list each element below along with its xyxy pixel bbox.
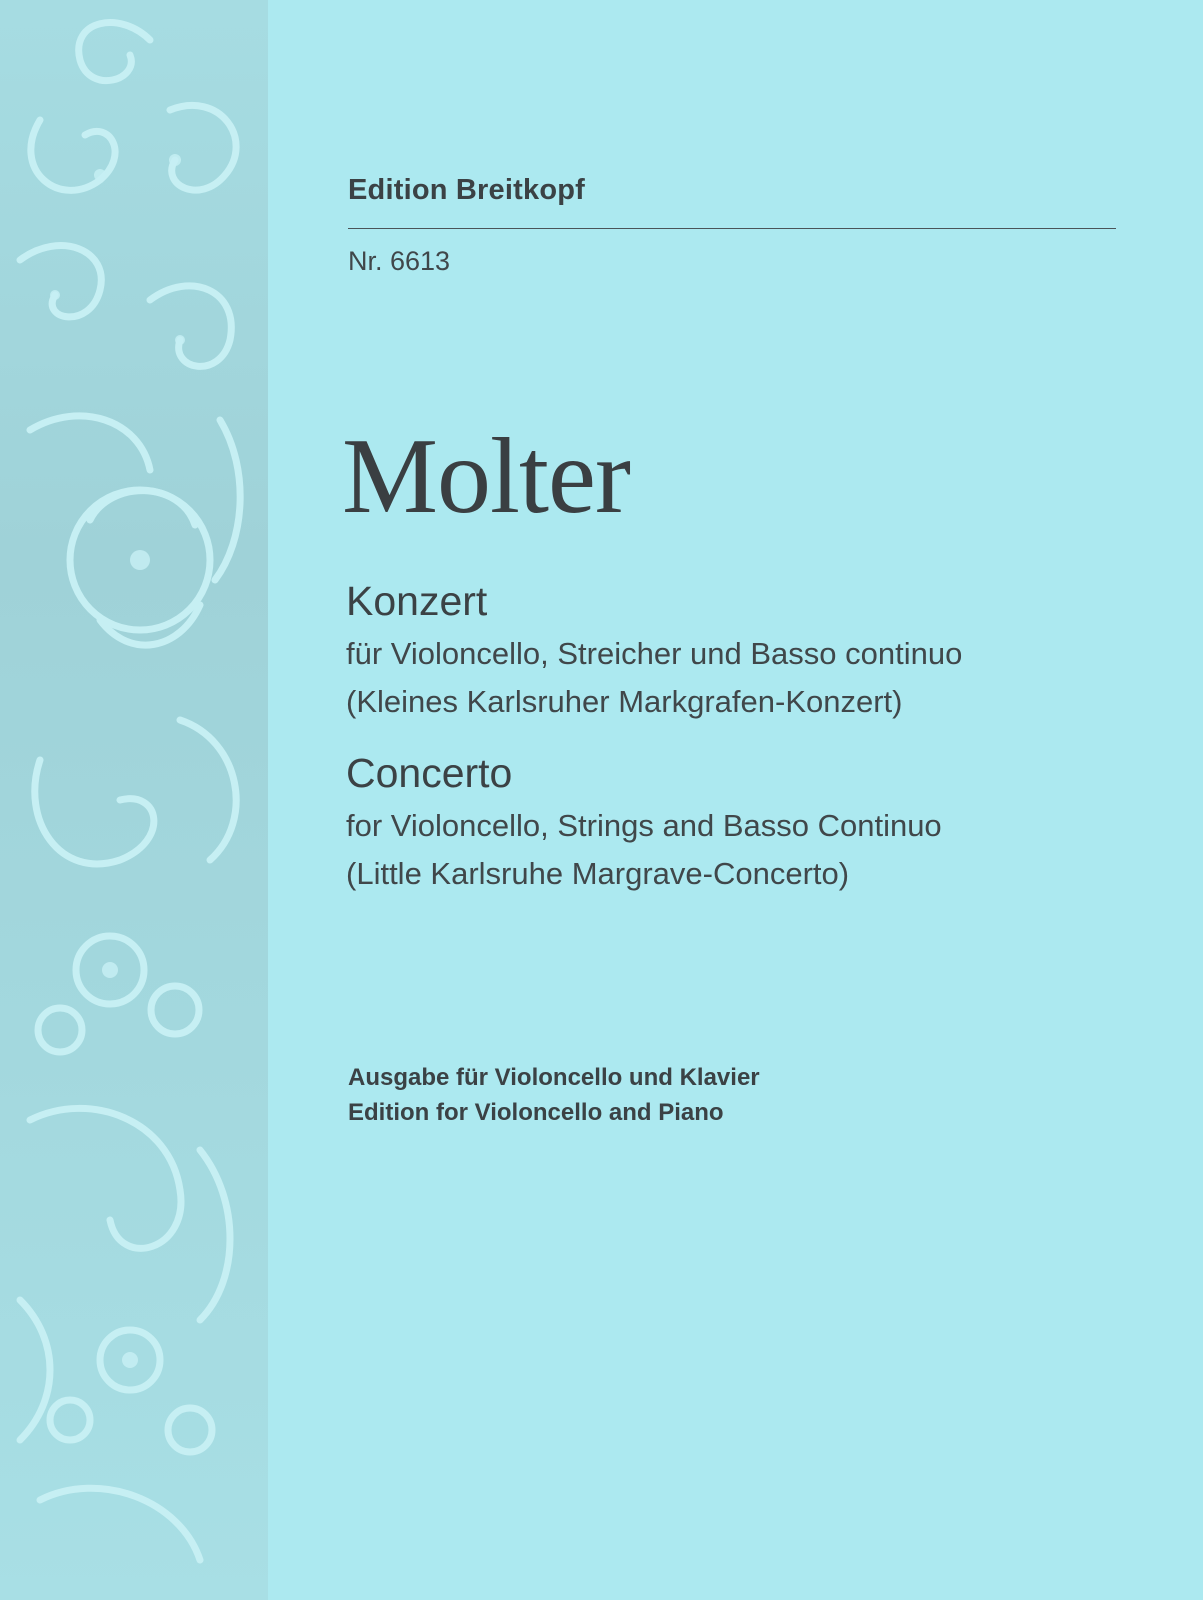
baroque-ornament-band bbox=[0, 0, 268, 1600]
german-subtitle: (Kleines Karlsruher Markgrafen-Konzert) bbox=[346, 684, 903, 719]
english-title: Concerto bbox=[346, 750, 513, 796]
edition-english: Edition for Violoncello and Piano bbox=[348, 1099, 724, 1126]
baroque-ornament-icon bbox=[0, 0, 268, 1600]
english-subtitle: (Little Karlsruhe Margrave-Concerto) bbox=[346, 856, 850, 891]
header-divider bbox=[348, 228, 1116, 229]
catalog-number: Nr. 6613 bbox=[348, 246, 451, 276]
german-instrumentation: für Violoncello, Streicher und Basso continuo bbox=[346, 636, 963, 671]
composer-name: Molter bbox=[342, 417, 630, 536]
english-instrumentation: for Violoncello, Strings and Basso Continuo bbox=[346, 808, 942, 843]
german-title: Konzert bbox=[346, 578, 488, 624]
edition-german: Ausgabe für Violoncello und Klavier bbox=[348, 1064, 760, 1091]
publisher-name: Edition Breitkopf bbox=[348, 174, 586, 206]
